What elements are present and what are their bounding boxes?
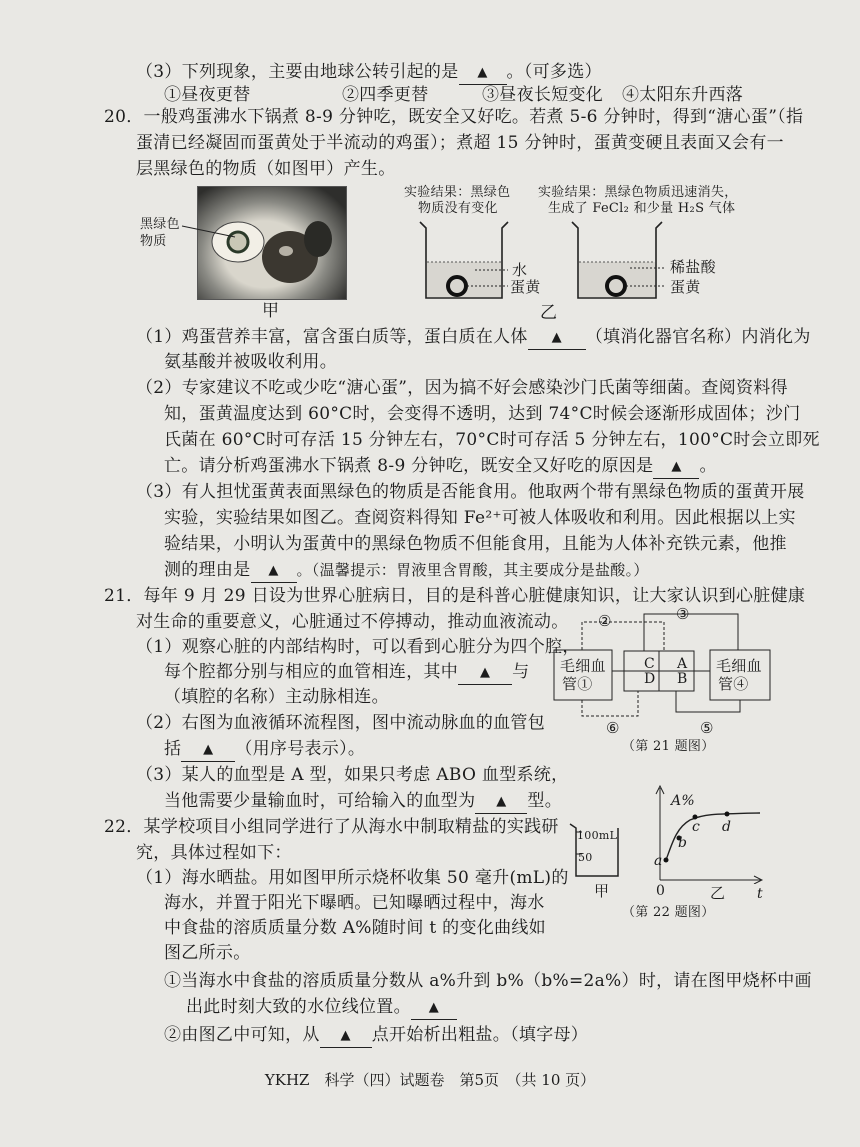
egg-photo <box>197 186 347 300</box>
point-d: d <box>722 819 732 835</box>
q20-intro-1: 20．一般鸡蛋沸水下锅煮 8-9 分钟吃，既安全又好吃。若煮 5-6 分钟时，得到“溏心蛋”（指 <box>104 107 804 127</box>
exp1-result-2: 物质没有变化 <box>418 201 498 216</box>
answer-blank: ▲ <box>653 455 699 479</box>
label-substance: 物质 <box>140 234 167 249</box>
q20-2-a: （2）专家建议不吃或少吃“溏心蛋”，因为搞不好会感染沙门氏菌等细菌。查阅资料得 <box>136 378 788 398</box>
q20-intro-3: 层黑绿色的物质（如图甲）产生。 <box>136 159 396 179</box>
chamber-a: A <box>677 656 688 672</box>
fig-yi-label: 乙 <box>540 303 558 323</box>
q21-1-b: 每个腔都分别与相应的血管相连，其中 ▲ 与 <box>164 661 529 685</box>
q19-3-opt2: ②四季更替 <box>342 85 429 105</box>
fig22-jia: 甲 <box>594 882 610 900</box>
q20-3-b: 实验，实验结果如图乙。查阅资料得知 Fe²⁺可被人体吸收和利用。因此根据以上实 <box>164 508 796 528</box>
q22-1-sub1-b: 出此时刻大致的水位线位置。 ▲ <box>186 996 457 1020</box>
chamber-c: C <box>644 656 656 672</box>
q22-intro-2: 究，具体过程如下： <box>136 843 292 863</box>
beaker-100ml: 100mL <box>577 829 618 842</box>
q22-1-a: （1）海水晒盐。用如图甲所示烧杯收集 50 毫升(mL)的 <box>136 868 569 888</box>
q20-3-c: 验结果，小明认为蛋黄中的黑绿色物质不但能食用，且能为人体补充铁元素，他推 <box>164 534 787 554</box>
answer-blank: ▲ <box>181 738 235 762</box>
vessel-6-label: ⑥ <box>606 719 620 737</box>
fig22-yi: 乙 <box>710 884 726 902</box>
q20-3-a: （3）有人担忧蛋黄表面黑绿色的物质是否能食用。他取两个带有黑绿色物质的蛋黄开展 <box>136 482 805 502</box>
exp2-result-2: 生成了 FeCl₂ 和少量 H₂S 气体 <box>548 201 736 216</box>
q20-2-d: 亡。请分析鸡蛋沸水下锅煮 8-9 分钟吃，既安全又好吃的原因是 ▲ 。 <box>164 455 717 479</box>
vessel-3-label: ③ <box>676 605 690 623</box>
q22-1-b: 海水，并置于阳光下曝晒。已知曝晒过程中，海水 <box>164 893 545 913</box>
answer-blank: ▲ <box>320 1024 372 1048</box>
answer-blank: ▲ <box>251 559 297 583</box>
axis-origin: 0 <box>656 883 666 899</box>
capillary-1-a: 毛细血 <box>560 657 606 675</box>
beaker-experiment-drawing <box>410 218 680 308</box>
label-yolk-1: 蛋黄 <box>510 278 541 296</box>
answer-blank: ▲ <box>528 326 586 350</box>
q20-intro-2: 蛋清已经凝固而蛋黄处于半流动的鸡蛋）；煮超 15 分钟时，蛋黄变硬且表面又会有一 <box>136 133 784 153</box>
beaker-50: 50 <box>578 851 593 864</box>
point-b: b <box>678 835 688 851</box>
label-water: 水 <box>512 261 528 279</box>
answer-blank: ▲ <box>459 61 507 85</box>
vessel-2-label: ② <box>598 612 612 630</box>
q19-3-opt4: ④太阳东升西落 <box>622 85 744 105</box>
q21-intro-2: 对生命的重要意义，心脏通过不停搏动，推动血液流动。 <box>136 612 569 632</box>
capillary-4-a: 毛细血 <box>716 657 762 675</box>
point-a: a <box>654 853 663 869</box>
label-black-green: 黑绿色 <box>140 217 180 232</box>
answer-blank: ▲ <box>475 790 527 814</box>
q22-1-c: 中食盐的溶质质量分数 A%随时间 t 的变化曲线如 <box>164 918 546 938</box>
chamber-b: B <box>677 671 688 687</box>
q22-intro-1: 22．某学校项目小组同学进行了从海水中制取精盐的实践研 <box>104 817 559 837</box>
axis-x-label: t <box>757 886 763 902</box>
q19-3-opt1: ①昼夜更替 <box>164 85 251 105</box>
q19-3-stem: （3）下列现象，主要由地球公转引起的是 ▲ 。（可多选） <box>136 61 602 85</box>
answer-blank: ▲ <box>458 661 512 685</box>
vessel-5-label: ⑤ <box>700 719 714 737</box>
q20-2-c: 氏菌在 60°C时可存活 15 分钟左右，70°C时可存活 5 分钟左右，100°C时会立即死 <box>164 430 820 450</box>
exp1-result-1: 实验结果：黑绿色 <box>404 185 511 200</box>
exp2-result-1: 实验结果：黑绿色物质迅速消失， <box>538 185 738 200</box>
q21-1-c: （填腔的名称）主动脉相连。 <box>164 687 389 707</box>
axis-y-label: A% <box>671 793 696 809</box>
q20-1-cont: 氨基酸并被吸收利用。 <box>164 352 337 372</box>
fig-jia-label: 甲 <box>262 301 280 321</box>
chamber-d: D <box>644 671 656 687</box>
fig21-caption: （第 21 题图） <box>622 739 715 754</box>
q21-intro-1: 21．每年 9 月 29 日设为世界心脏病日，目的是科普心脏健康知识，让大家认识到心脏健康 <box>104 586 806 606</box>
egg-photo-drawing <box>198 187 346 299</box>
q22-1-sub2: ②由图乙中可知，从 ▲ 点开始析出粗盐。（填字母） <box>164 1024 588 1048</box>
point-c: c <box>692 819 701 835</box>
q22-1-d: 图乙所示。 <box>164 943 251 963</box>
q21-3-a: （3）某人的血型是 A 型，如果只考虑 ABO 血型系统， <box>136 765 569 785</box>
photo-pointer-line <box>180 222 240 242</box>
salt-concentration-graph <box>646 784 766 884</box>
q21-1-a: （1）观察心脏的内部结构时，可以看到心脏分为四个腔， <box>136 637 580 657</box>
q19-3-opt3: ③昼夜长短变化 <box>482 85 604 105</box>
label-yolk-2: 蛋黄 <box>670 278 701 296</box>
q21-2-b: 括 ▲ （用序号表示）。 <box>164 738 365 762</box>
q21-2-a: （2）右图为血液循环流程图，图中流动脉血的血管包 <box>136 713 546 733</box>
q20-1: （1）鸡蛋营养丰富，富含蛋白质等，蛋白质在人体 ▲ （填消化器官名称）内消化为 <box>136 326 811 350</box>
label-hydrochloric-acid: 稀盐酸 <box>670 258 716 276</box>
q21-3-b: 当他需要少量输血时，可给输入的血型为 ▲ 型。 <box>164 790 562 814</box>
capillary-1-b: 管① <box>562 675 593 693</box>
answer-blank: ▲ <box>411 996 457 1020</box>
capillary-4-b: 管④ <box>718 675 749 693</box>
q22-1-sub1-a: ①当海水中食盐的溶质质量分数从 a%升到 b%（b%=2a%）时，请在图甲烧杯中画 <box>164 971 812 991</box>
fig22-caption: （第 22 题图） <box>622 905 715 920</box>
q20-3-d: 测的理由是 ▲ 。（温馨提示：胃液里含胃酸，其主要成分是盐酸。） <box>164 559 649 583</box>
page-footer: YKHZ 科学（四）试题卷 第5页 （共 10 页） <box>264 1071 596 1089</box>
q20-2-b: 知，蛋黄温度达到 60°C时，会变得不透明，达到 74°C时候会逐渐形成固体；沙门 <box>164 404 801 424</box>
